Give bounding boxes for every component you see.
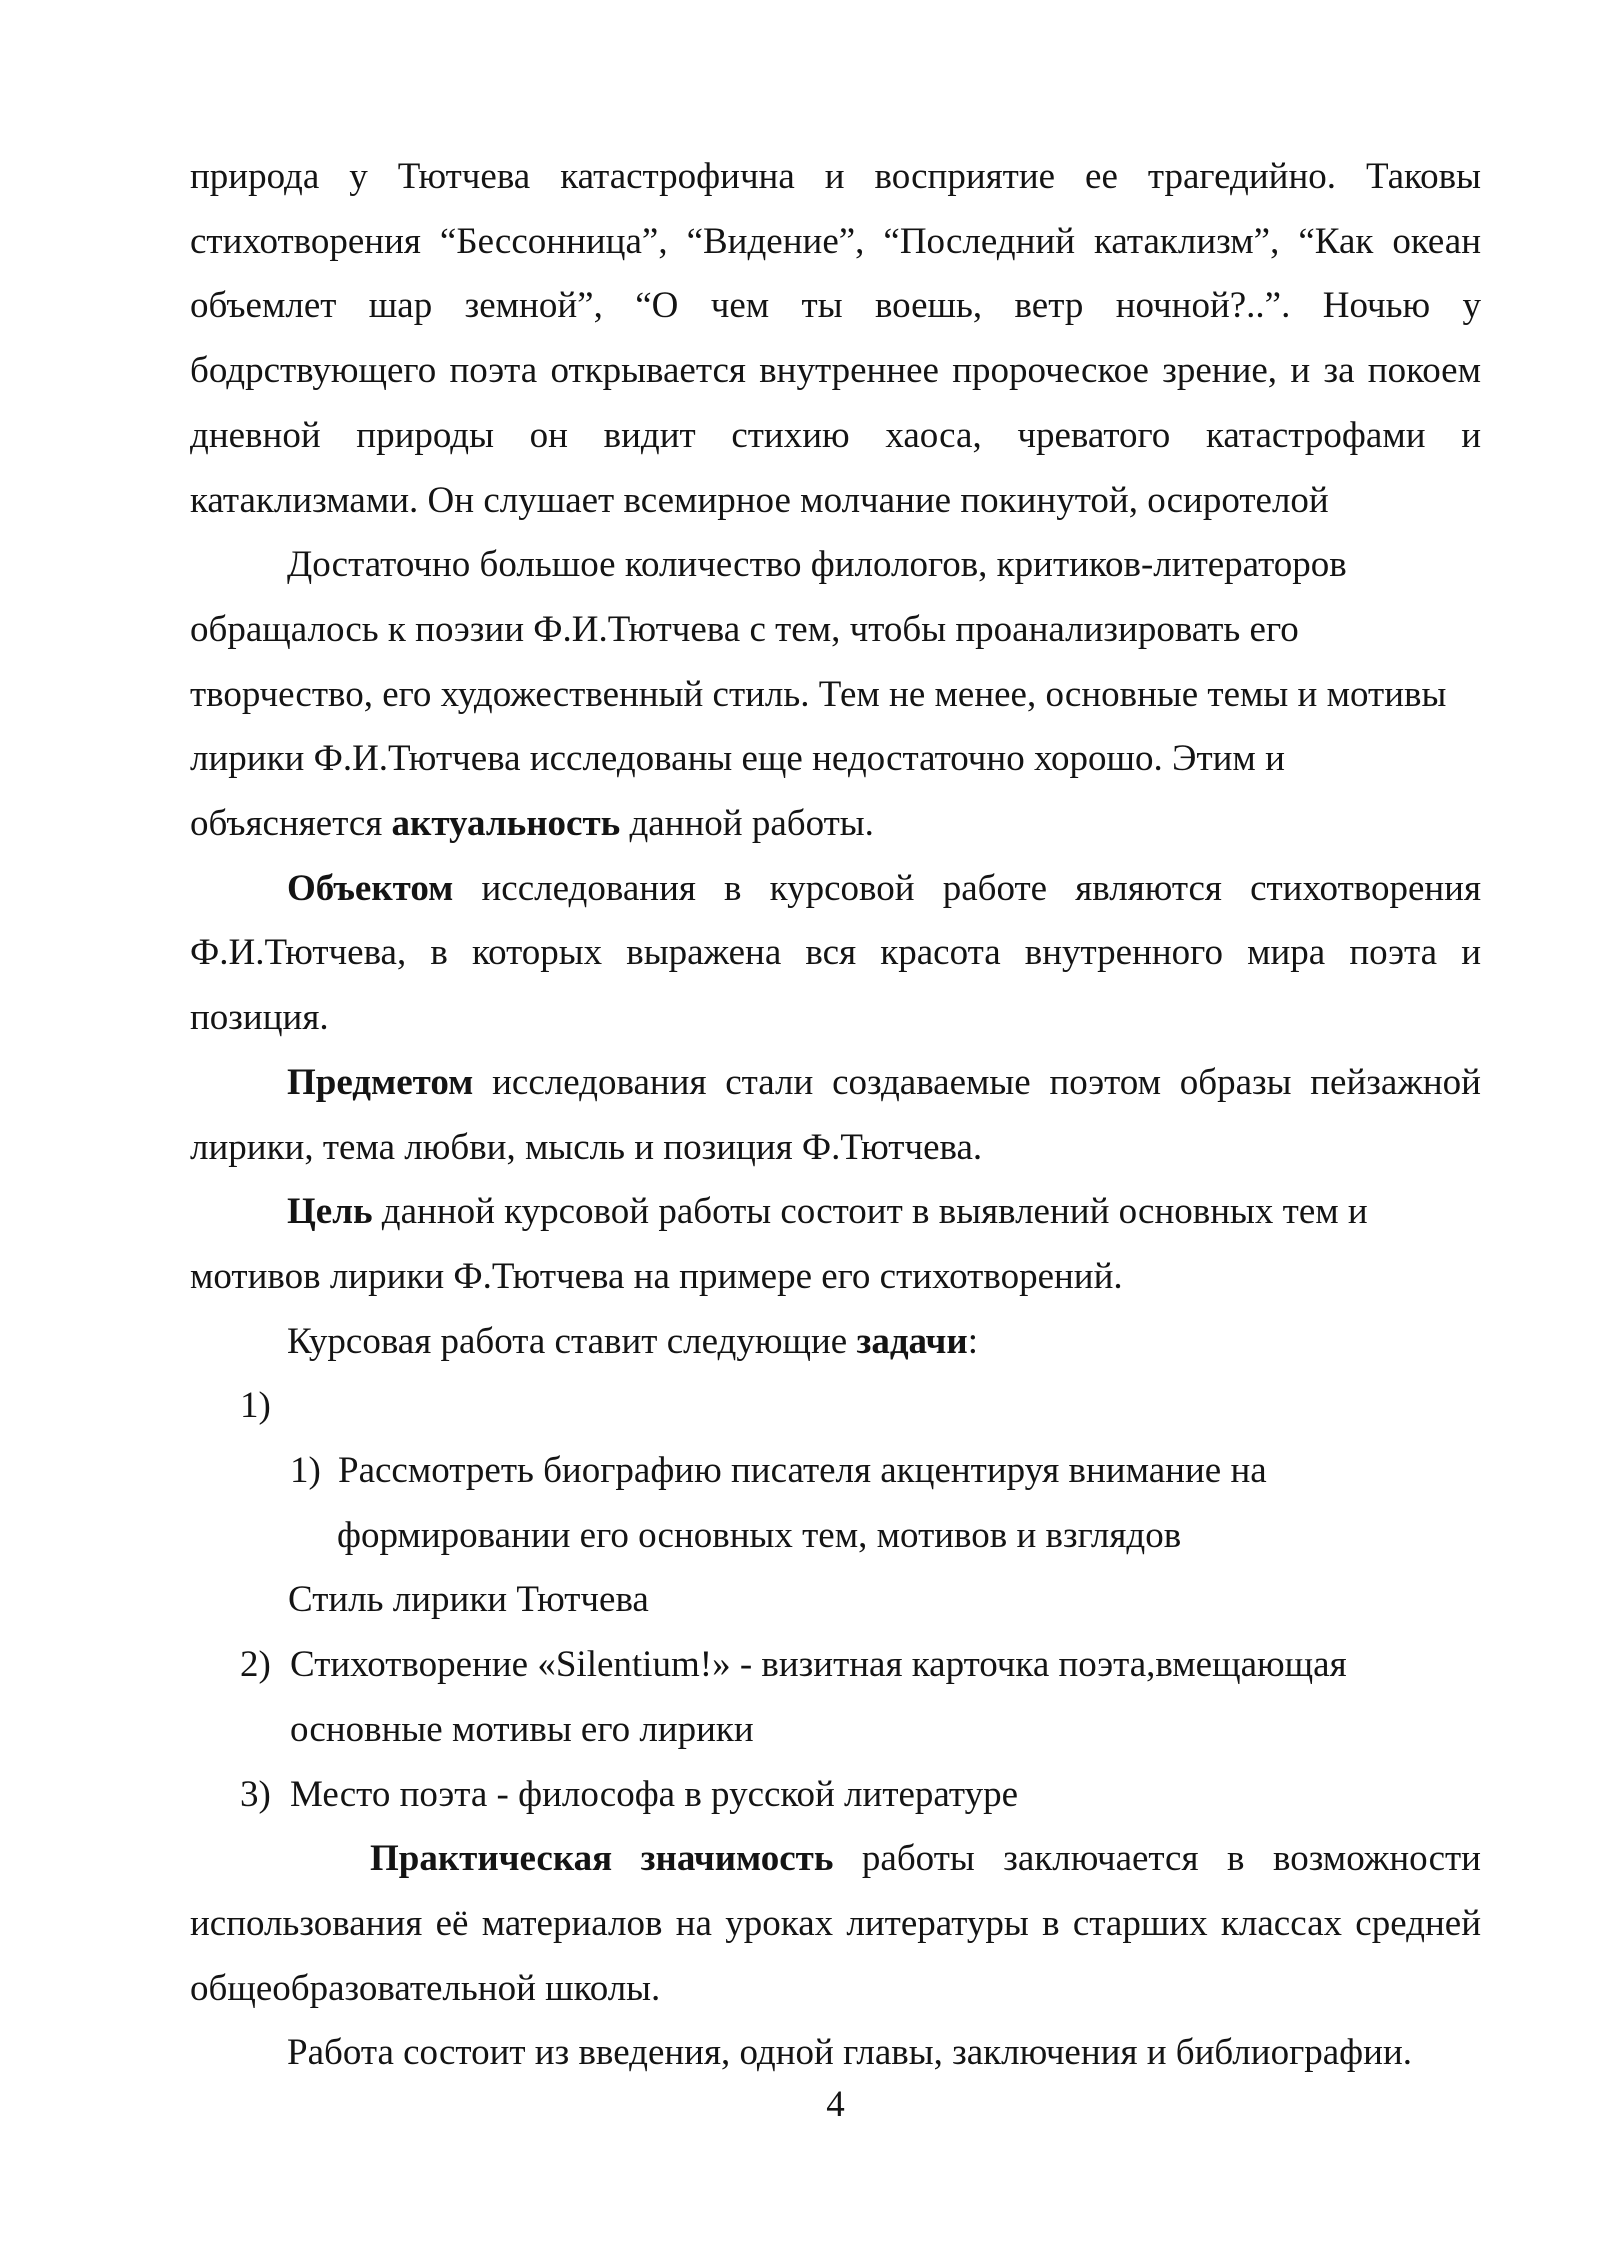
text-line: [190, 727, 1481, 792]
text-line: [190, 1180, 1481, 1245]
body-text: катаклизмами. Он слушает всемирное молчание покинутой, осиротелой: [190, 479, 1329, 521]
body-text: данной работы.: [620, 803, 874, 845]
body-text: обращалось к поэзии Ф.И.Тютчева с тем, чтобы проанализировать его: [190, 608, 1299, 650]
text-line: [190, 663, 1481, 728]
body-text: творчество, его художественный стиль. Тем не менее, основные темы и мотивы: [190, 673, 1447, 715]
body-text: исследования стали создаваемые поэтом образы пейзажной: [473, 1061, 1481, 1103]
text-line: [190, 1763, 1481, 1828]
body-text: использования её материалов на уроках литературы в старших классах средней: [190, 1902, 1481, 1944]
text-line: [190, 533, 1481, 598]
body-text: лирики, тема любви, мысль и позиция Ф.Тютчева.: [190, 1126, 983, 1168]
bold-text: Предметом: [287, 1061, 474, 1103]
body-text: мотивов лирики Ф.Тютчева на примере его стихотворений.: [190, 1255, 1123, 1297]
list-marker: 1): [290, 1450, 321, 1492]
body-text: формировании его основных тем, мотивов и взглядов: [337, 1514, 1182, 1556]
body-text: Стихотворение «Silentium!» - визитная карточка поэта,вмещающая: [290, 1644, 1347, 1686]
text-line: [190, 1374, 1481, 1439]
body-text: основные мотивы его лирики: [290, 1708, 754, 1750]
text-line: [190, 598, 1481, 663]
text-line: [190, 792, 1481, 857]
list-marker: 2): [240, 1644, 271, 1686]
body-text: позиция.: [190, 997, 329, 1039]
body-text: Курсовая работа ставит следующие: [287, 1320, 857, 1362]
body-text: исследования в курсовой работе являются стихотворения: [453, 867, 1481, 909]
page-number: 4: [826, 2084, 845, 2125]
body-text: Ф.И.Тютчева, в которых выражена вся красота внутренного мира поэта и: [190, 932, 1481, 974]
bold-text: Практическая значимость: [370, 1838, 834, 1880]
body-text: стихотворения “Бессонница”, “Видение”, “Последний катаклизм”, “Как океан: [190, 220, 1481, 262]
text-line: [190, 1504, 1481, 1569]
bold-text: актуальность: [391, 803, 621, 845]
bold-text: Объектом: [287, 867, 454, 909]
bold-text: Цель: [287, 1191, 373, 1233]
body-text: :: [967, 1320, 979, 1362]
body-text: данной курсовой работы состоит в выявлений основных тем и: [372, 1191, 1368, 1233]
text-line: [190, 1051, 1481, 1116]
text-line: [190, 210, 1481, 275]
body-text: общеобразовательной школы.: [190, 1967, 661, 2009]
text-line: [190, 857, 1481, 922]
text-line: [190, 1892, 1481, 1957]
text-line: [190, 469, 1481, 534]
body-text: Рассмотреть биографию писателя акцентируя внимание на: [338, 1450, 1267, 1492]
bold-text: задачи: [856, 1320, 968, 1362]
body-text: лирики Ф.И.Тютчева исследованы еще недостаточно хорошо. Этим и: [190, 738, 1285, 780]
text-line: [190, 1827, 1481, 1892]
text-line: [190, 274, 1481, 339]
body-text: природа у Тютчева катастрофична и восприятие ее трагедийно. Таковы: [190, 156, 1481, 197]
text-line: [190, 1439, 1481, 1504]
text-line: [190, 921, 1481, 986]
body-text: работы заключается в возможности: [833, 1838, 1481, 1880]
body-text: дневной природы он видит стихию хаоса, чреватого катастрофами и: [190, 414, 1481, 456]
body-text: объемлет шар земной”, “О чем ты воешь, ветр ночной?..”. Ночью у: [190, 285, 1481, 327]
text-line: [190, 1116, 1481, 1181]
body-text: бодрствующего поэта открывается внутреннее пророческое зрение, и за покоем: [190, 350, 1481, 392]
text-line: [190, 1957, 1481, 2022]
body-text: Достаточно большое количество филологов, критиков-литераторов: [287, 544, 1347, 586]
body-text: Стиль лирики Тютчева: [288, 1579, 649, 1621]
text-line: [190, 1698, 1481, 1763]
body-text: Работа состоит из введения, одной главы, заключения и библиографии.: [287, 2032, 1412, 2074]
body-text: объясняется: [190, 803, 392, 845]
text-line: [190, 404, 1481, 469]
text-line: [190, 1633, 1481, 1698]
text-line: [190, 1310, 1481, 1375]
text-line: [190, 1245, 1481, 1310]
text-line: [190, 145, 1481, 210]
text-line: [190, 1568, 1481, 1633]
text-line: [190, 986, 1481, 1051]
text-line: [190, 339, 1481, 404]
document-text-block: [190, 145, 1481, 2086]
list-marker: 3): [240, 1773, 271, 1815]
body-text: 1): [240, 1385, 271, 1427]
body-text: Место поэта - философа в русской литературе: [290, 1773, 1018, 1815]
